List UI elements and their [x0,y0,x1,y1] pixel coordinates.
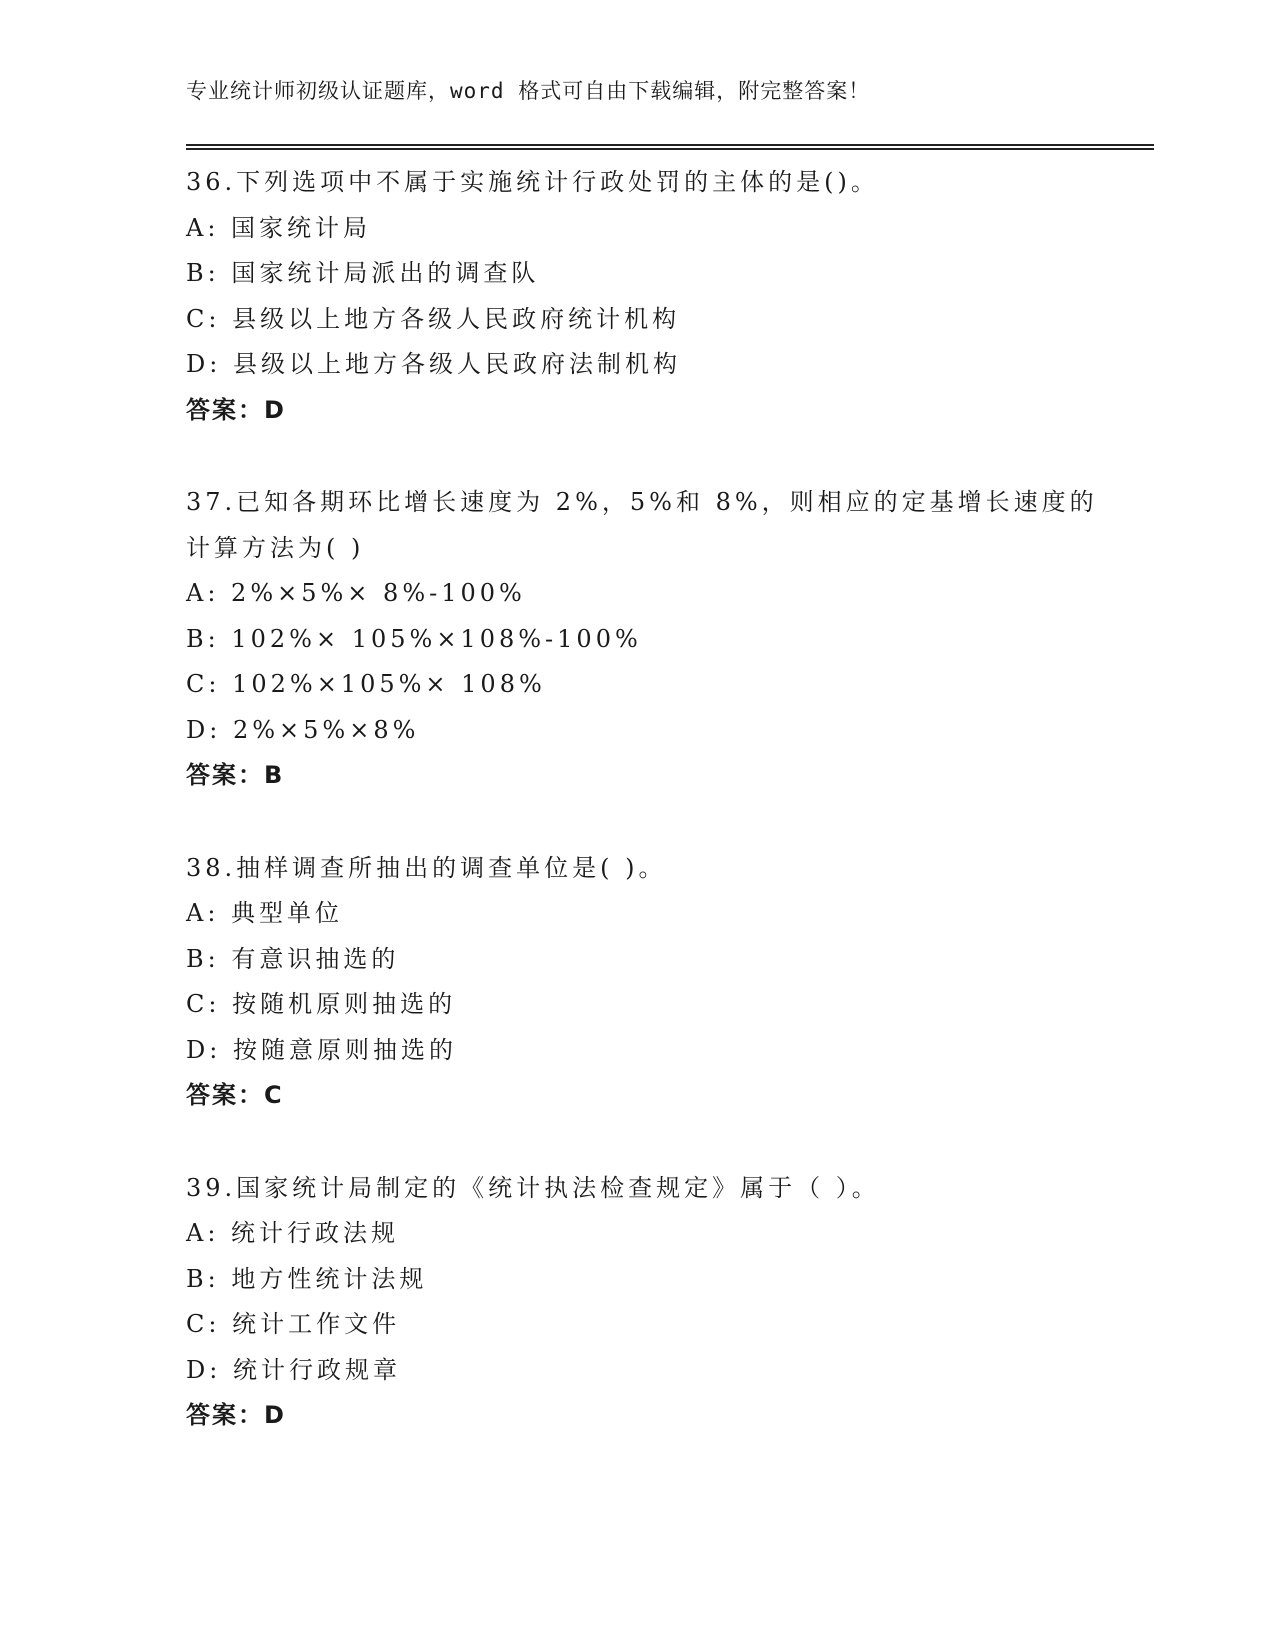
option-b: B: 地方性统计法规 [186,1264,428,1293]
question-stem: 36.下列选项中不属于实施统计行政处罚的主体的是()。 [186,168,879,196]
option-c: C: 统计工作文件 [186,1310,401,1338]
option-c: C: 县级以上地方各级人民政府统计机构 [186,304,681,333]
option-a: A: 统计行政法规 [186,1219,400,1247]
option-b: B: 国家统计局派出的调查队 [186,259,540,287]
option-b: B: 102%× 105%×108%-100% [186,624,642,653]
question-36 [186,160,1154,433]
question-list [186,160,1154,1439]
option-d: D: 县级以上地方各级人民政府法制机构 [186,350,681,378]
question-stem: 37.已知各期环比增长速度为 2%，5%和 8%，则相应的定基增长速度的 [186,488,1098,516]
header-divider [186,144,1154,150]
question-37 [186,480,1154,799]
question-38 [186,846,1154,1119]
answer-line: 答案：B [186,761,285,789]
answer-line: 答案：D [186,395,286,424]
question-stem: 39.国家统计局制定的《统计执法检查规定》属于（ ）。 [186,1173,880,1202]
option-c: C: 102%×105%× 108% [186,670,546,698]
option-d: D: 按随意原则抽选的 [186,1035,457,1064]
option-d: D: 2%×5%×8% [186,715,420,744]
question-39 [186,1166,1154,1439]
option-c: C: 按随机原则抽选的 [186,990,457,1018]
option-a: A: 国家统计局 [186,213,372,242]
answer-line: 答案：D [186,1401,286,1429]
option-b: B: 有意识抽选的 [186,944,400,973]
question-stem-continued: 计算方法为( ) [186,533,365,562]
document-header: 专业统计师初级认证题库，word 格式可自由下载编辑，附完整答案！ [186,79,871,103]
question-stem: 38.抽样调查所抽出的调查单位是( )。 [186,853,667,882]
option-d: D: 统计行政规章 [186,1355,401,1384]
option-a: A: 典型单位 [186,899,344,927]
answer-line: 答案：C [186,1081,284,1109]
option-a: A: 2%×5%× 8%-100% [186,579,526,607]
